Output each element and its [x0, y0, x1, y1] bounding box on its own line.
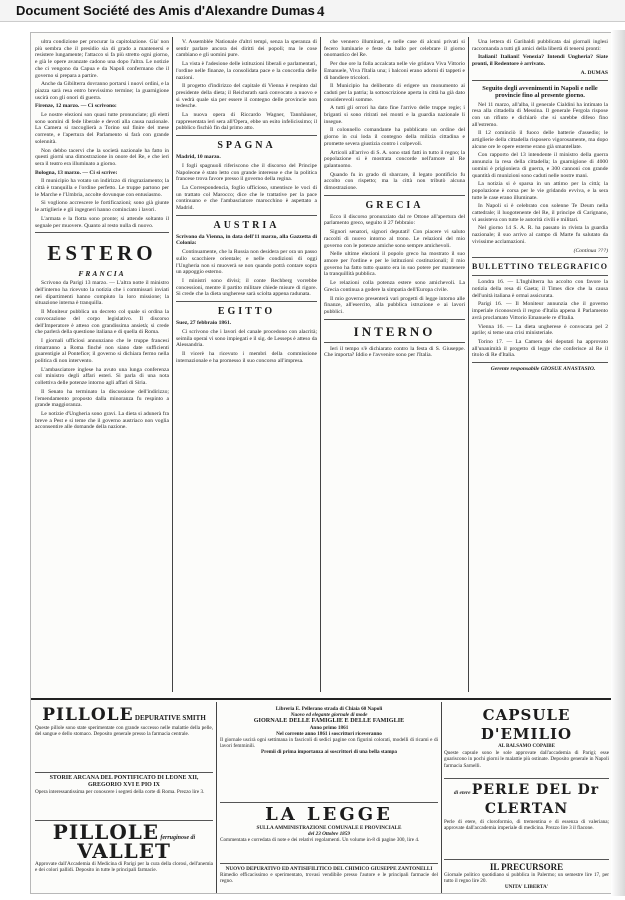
- column-2: [176, 39, 317, 694]
- article-paragraph: Il Senato ha terminato la discussione dell'indirizzo; l'emendamento proposto dalla minoranza fu respinto a grande maggioranza.: [35, 388, 169, 409]
- ad-line: Premii di prima importanza ai soscrittori di una bella stampa: [260, 749, 398, 756]
- article-signature: A. DUMAS: [580, 69, 608, 76]
- section-subheading-francia: FRANCIA: [78, 269, 126, 279]
- ad-line: Nel corrente anno 1861 i soscrittori riceveranno: [276, 730, 382, 737]
- telegram-item: Parigi 16. — Il Moniteur annunzia che il governo imperiale riconoscerà il regno d'Italia appena il Parlamento avrà proclamato Vittorio Emanuele re d'Italia.: [472, 301, 608, 321]
- article-paragraph: La vista è l'adesione delle istituzioni liberali e parlamentari, l'ordine nelle finanze, la consolidata pace e la concordia delle nazioni.: [176, 61, 317, 81]
- article-paragraph: Ci scrivono che i lavori del canale procedono con alacrità; seimila operai vi sono impiegati e il sig. de Lesseps è atteso da Alessandria.: [176, 328, 317, 349]
- article-paragraph: La nuova opera di Riccardo Wagner, Tannhäuser, rappresentata ieri sera all'Opera, ebbe un esito infelicissimo; il pubblico fischiò fin dal primo atto.: [176, 112, 317, 132]
- ad-subtitle: ferruginose di: [160, 835, 196, 841]
- ad-pillole-smith: [35, 706, 213, 768]
- ad-text: Rimedio efficacissimo e sperimentato, trovasi vendibile presso l'autore e le principali farmacie del regno.: [220, 872, 438, 885]
- article-paragraph: Scrivono da Parigi 13 marzo. — L'altra notte il ministro dell'interno ha ricevuto la notizia che i commissari inviati nei dipartimenti hanno compiuto la loro missione; la situazione interna è tranquilla.: [35, 280, 169, 307]
- article-paragraph: Il Municipio ha deliberato di erigere un monumento ai caduti per la patria; la sottoscrizione aperta in città ha già dato considerevoli somme.: [324, 83, 465, 103]
- article-paragraph: Il progetto d'indirizzo del capitale di Vienna è respinto dal presidente della dieta; il Reichsrath sarà convocato a nuovo e si vedrà quale sia per essere il contegno delle provincie non tedesche.: [176, 83, 317, 110]
- ad-title: STORIE ARCANA DEL PONTIFICATO DI LEONE XII, GREGORIO XVI E PIO IX: [49, 775, 199, 788]
- ad-text: Queste pillole sono state sperimentate con grande successo nelle malattie della pelle, del sangue e dello stomaco. Deposito generale presso la farmacia centrale.: [35, 725, 213, 738]
- article-paragraph: Le nostre elezioni son quasi tutte pronunciate; gli eletti sono uomini di fede liberale e devoti alla causa nazionale. La Camera si raccoglierà a Torino sul finire del mese corrente, e l'apertura del Parlamento si farà con grande solennità.: [35, 112, 169, 145]
- ad-title: LA LEGGE: [265, 804, 393, 825]
- ad-title: NUOVO DEPURATIVO ED ANTISIFILITICO DEL CHIMICO GIUSEPPE ZANTONELLI: [225, 866, 433, 872]
- ad-text: Perle di etere, di cloroformio, di trementina e di essenza di valeriana; approvate dall'accademia imperiale di medicina. Prezzo lire 3 il flacone.: [444, 819, 609, 832]
- section-heading-spagna: SPAGNA: [217, 140, 276, 152]
- ad-capsule-emilio: [444, 706, 609, 774]
- section-heading-austria: AUSTRIA: [213, 219, 280, 231]
- article-paragraph: Continuamente, che la Russia non desidera per ora un passo sullo scacchiere orientale; e nelle condizioni di oggi l'Ungheria non si muoverà se non quando potrà contare sopra un appoggio esterno.: [176, 249, 317, 276]
- ad-subtitle: AL BALSAMO COPAIBE: [498, 744, 555, 749]
- gerente-signature: Gerente responsabile GIOSUE ANASTASIO.: [490, 366, 596, 373]
- ad-il-precursore: [444, 859, 609, 894]
- article-dateline: Suez, 27 febbraio 1861.: [176, 320, 232, 327]
- telegram-item: Londra 16. — L'Inghilterra ha accolto con favore la notizia della resa di Gaeta; il Times dice che la causa dell'unità italiana è ormai assicurata.: [472, 279, 608, 299]
- ad-pillole-vallet-heading: [35, 820, 213, 863]
- article-paragraph: La notizia si è sparsa in un attimo per la città; la popolazione è corsa per le vie gridando evviva, e la sera tutte le case erano illuminate.: [472, 181, 608, 201]
- ad-title: Libreria E. Pellerano strada di Chiaia 60 Napoli: [275, 706, 383, 712]
- article-paragraph: Il mio governo presenterà vari progetti di legge intorno alle finanze, all'esercito, alla pubblica istruzione e ai lavori pubblici.: [324, 295, 465, 315]
- article-paragraph: I fogli spagnuoli riferiscono che il discorso del Principe Napoleone è stato letto con grande interesse e che la politica francese trova favore presso il governo della regina.: [176, 162, 317, 183]
- ad-line: Nuovo ed elegante giornale di mode: [290, 712, 368, 719]
- ad-text: Approvate dall'Accademia di Medicina di Parigi per la cura della clorosi, dell'anemia e dei colori pallidi. Deposito in tutte le principali farmacie.: [35, 861, 213, 874]
- article-paragraph: Anche da Gibilterra dovranno portarsi i nuovi ordini, e la piazza sarà resa entro brevissimo termine; la guarnigione uscirà con gli onori di guerra.: [35, 81, 169, 101]
- article-paragraph: Per due ore la folla accalcata nelle vie gridava Viva Vittorio Emanuele, Viva l'Italia una; i balconi erano adorni di tappeti e di bandiere tricolori.: [324, 61, 465, 81]
- document-title: Document Société des Amis d'Alexandre Dumas: [16, 3, 315, 18]
- ad-title: PILLOLE: [42, 706, 134, 725]
- section-heading-estero: ESTERO: [47, 241, 157, 266]
- section-rule: [324, 342, 465, 343]
- section-rule: [176, 301, 317, 302]
- section-rule: [176, 215, 317, 216]
- column-3: [324, 39, 465, 694]
- ad-text: Opera interessantissima per conoscere i segreti della corte di Roma. Prezzo lire 3.: [35, 789, 205, 795]
- column-4: [472, 39, 608, 694]
- document-header-bar: [0, 0, 625, 22]
- article-paragraph: Articoli all'arrivo di S. A. sono stati fatti in tutto il regno; la popolazione si è mostrata concorde nell'amore al Re galantuomo.: [324, 149, 465, 169]
- section-rule: [176, 135, 317, 136]
- section-heading-napoli: Seguito degli avvenimenti in Napoli e nelle provincie fino al presente giorno.: [482, 84, 598, 100]
- advertisement-section: [31, 698, 612, 894]
- article-paragraph: che vennero illuminati, e nelle case di alcuni privati si fecero luminarie e feste da ballo per celebrare il giorno onomastico del Re.: [324, 39, 465, 59]
- ad-line: Anno primo 1861: [309, 724, 349, 731]
- section-heading-egitto: EGITTO: [217, 306, 276, 318]
- ad-pillole-vallet: [35, 820, 213, 894]
- column-1: [35, 39, 169, 694]
- article-paragraph: Il 12 cominciò il fuoco delle batterie d'assedio; le artiglierie della cittadella risposero vigorosamente, ma dopo alcune ore le opere esterne erano già smantellate.: [472, 130, 608, 150]
- article-paragraph: Una lettera di Garibaldi pubblicata dai giornali inglesi raccomanda a tutti gli amici della libertà di tenersi pronti:: [472, 39, 608, 52]
- article-paragraph: In Napoli si è celebrato con solenne Te Deum nella cattedrale; il luogotenente del Re, il principe di Carignano, vi assisteva con tutte le autorità civili e militari.: [472, 203, 608, 223]
- ad-giornale-famiglie: [220, 706, 438, 798]
- article-paragraph: Le notizie d'Ungheria sono gravi. La dieta si adunerà fra breve a Pest e si teme che il governo austriaco non voglia acconsentire alle domande della nazione.: [35, 410, 169, 431]
- ad-text: Queste capsule sono le sole approvate dall'accademia di Parigi; esse guariscono in pochi giorni le malattie più ostinate. Deposito generale in Napoli farmacia Sarnelli.: [444, 750, 609, 769]
- article-paragraph: Nel giorno 14 S. A. R. ha passato in rivista la guardia nazionale; il suo arrivo al campo di Marte fu salutato da vivissime acclamazioni.: [472, 225, 608, 245]
- article-paragraph: I giornali ufficiosi annunziano che le truppe francesi rimarranno a Roma finché non siano date sufficienti guarentigie al Pontefice; il governo si dichiara fermo nella politica di non intervento.: [35, 337, 169, 365]
- ad-line: GIORNALE DELLE FAMIGLIE E DELLE FAMIGLIE: [253, 717, 405, 725]
- section-rule: [472, 275, 608, 276]
- article-dateline: Bologna, 13 marzo. — Ci si scrive:: [35, 169, 118, 176]
- article-paragraph: I ministri sono divisi; il conte Rechberg vorrebbe concessioni, mentre il partito militare chiede misure di rigore. Si crede che la dieta ungherese sarà sciolta appena radunata.: [176, 277, 317, 298]
- article-paragraph: L'armata e la flotta sono pronte; si attende soltanto il segnale per muovere. Quanto al resto nulla di nuovo.: [35, 215, 169, 229]
- ad-text: Giornale politico quotidiano si pubblica in Palermo; un semestre lire 17, per tutto il regno lire 20.: [444, 872, 609, 885]
- section-rule: [35, 232, 169, 233]
- continuation-note: (Continua ???): [573, 247, 608, 254]
- article-paragraph: ultra condizione per procurar la capitolazione. Gia' non più sembra che il presidio sia di grado a mantenersi e resistere lungamente; l'attacco si fa più stretto ogni giorno, e già le opere avanzate cadono una dopo l'altra. Le notizie che ci vengono da Capua e da Napoli confermano che il governo si prepara a partire.: [35, 39, 169, 79]
- ad-footer: UNITA' LIBERTA': [504, 884, 549, 891]
- ad-subtitle: SULLA AMMINISTRAZIONE COMUNALE E PROVINCIALE: [256, 825, 402, 831]
- section-heading-interno: INTERNO: [353, 323, 436, 339]
- ad-title: PERLE DEL Dr CLERTAN: [471, 782, 600, 817]
- section-rule: [324, 195, 465, 196]
- ad-capsule-heading: [444, 706, 609, 744]
- column-divider: [320, 37, 321, 692]
- article-paragraph: Italiani! Italiani! Venezia? Intendi Ungheria? Siate pronti, il Redentore è arrivato.: [472, 54, 608, 68]
- ad-text: Il giornale uscirà ogni settimana in fascicoli di sedici pagine con figurini colorati, modelli di ricami e di lavori femminili.: [220, 737, 438, 750]
- article-paragraph: L'ambasciatore inglese ha avuto una lunga conferenza col ministro degli affari esteri. Si parla di una nota collettiva delle potenze intorno agli affari di Siria.: [35, 366, 169, 387]
- article-dateline: Madrid, 10 marzo.: [176, 154, 221, 161]
- article-paragraph: Signori senatori, signori deputati! Con piacere vi saluto raccolti di nuovo intorno al trono. Le relazioni del mio governo con le potenze amiche sono sempre amichevoli.: [324, 229, 465, 249]
- section-heading-grecia: GRECIA: [365, 199, 424, 211]
- article-paragraph: Con rapporto del 13 intendente il ministro della guerra annunzia la resa della cittadella; la guarnigione di 4000 uomini è prigioniera di guerra, e 300 cannoni con grande quantità di munizioni sono caduti nelle nostre mani.: [472, 152, 608, 179]
- article-paragraph: Quando fu in grado di sbarcare, il legato pontificio fu accolto con rispetto; ma la città non tributò alcuna dimostrazione.: [324, 171, 465, 192]
- ad-text: Commentata e corredata di note e dei relativi regolamenti. Un volume in-8 di pagine 300, lire 4.: [220, 837, 420, 844]
- section-heading-bullettino: BULLETTINO TELEGRAFICO: [472, 262, 608, 272]
- article-paragraph: Non debbo tacervi che la società nazionale ha fatto in questi giorni una dimostrazione in onore del Re, e che ieri sera il teatro era illuminato a giorno.: [35, 147, 169, 167]
- section-rule: [472, 257, 608, 258]
- article-paragraph: A tutti gli orrori ha dato fine l'arrivo delle truppe regie; i briganti si sono ritirati nei monti e la guardia nazionale li insegue.: [324, 105, 465, 125]
- ad-pillole-smith-heading: [35, 706, 213, 725]
- ad-divider: [441, 702, 442, 894]
- scan-edge-shadow: [611, 30, 625, 896]
- ad-divider: [216, 702, 217, 894]
- column-divider: [172, 37, 173, 692]
- article-paragraph: Ieri il tempo s'è dichiarato contro la festa di S. Giuseppe. Che importa? Iddio e l'avvenire sono per l'Italia.: [324, 345, 465, 359]
- ad-perle-clertan: [444, 778, 609, 856]
- article-paragraph: Le relazioni colla potenza estere sono amichevoli. La Grecia continua a godere la simpatia dell'Europa civile.: [324, 280, 465, 293]
- telegram-item: Vienna 16. — La dieta ungherese è convocata pel 2 aprile; si teme una crisi ministeriale.: [472, 323, 608, 337]
- article-paragraph: Si vogliono accrescere le fortificazioni; sono già giunte le artiglierie e gli ingegneri hanno cominciato i lavori.: [35, 200, 169, 214]
- ad-perle-heading: [444, 781, 609, 819]
- ad-title: PILLOLE: [52, 820, 160, 844]
- ad-title: IL PRECURSORE: [489, 862, 564, 872]
- ad-title: CAPSULE D'EMILIO: [480, 706, 573, 743]
- article-paragraph: Il vicerè ha ricevuto i membri della commissione internazionale e ha promesso il suo concorso all'impresa.: [176, 350, 317, 364]
- ad-storie-arcana: [35, 772, 213, 816]
- article-paragraph: Ecco il discorso pronunziato dal re Ottone all'apertura del parlamento greco, seguito il 27 febbraio:: [324, 213, 465, 227]
- ad-zantonelli: [220, 863, 438, 894]
- article-paragraph: Nel 11 marzo, all'alba, il generale Cialdini ha intimato la resa alla cittadella di Messina. Il generale Fergola rispose con un rifiuto e dichiarò che si sarebbe difeso fino all'estremo.: [472, 101, 608, 128]
- page-number: 4: [317, 4, 325, 20]
- article-paragraph: Il Moniteur pubblica un decreto col quale si ordina la convocazione del corpo legislativo. Il discorso dell'Imperatore è atteso con grandissima ansietà; si crede che parlerà della questione italiana e di quella di Roma.: [35, 309, 169, 336]
- column-divider: [468, 37, 469, 692]
- article-paragraph: Il municipio ha votato un indirizzo di ringraziamento; la città è tranquilla e l'ordine perfetto. Le truppe partono per le Marche e l'Umbria, accolte dovunque con entusiasmo.: [35, 178, 169, 198]
- ad-subtitle: DEPURATIVE SMITH: [134, 714, 206, 722]
- ad-prefix: di etere: [453, 790, 471, 796]
- article-paragraph: V. Assemblée Nationale d'altri tempi, senza la speranza di sentir parlare ancora dei diritti dei popoli; ma le cose cambiano e gli uomini pure.: [176, 39, 317, 59]
- ad-subtitle: del 23 Ottobre 1859: [308, 831, 350, 838]
- article-dateline: Firenze, 12 marzo. — Ci scrivono:: [35, 103, 117, 110]
- telegram-item: Torino 17. — La Camera dei deputati ha approvato all'unanimità il progetto di legge che conferisce al Re il titolo di Re d'Italia.: [472, 338, 608, 359]
- section-rule: [472, 362, 608, 363]
- section-rule: [324, 319, 465, 320]
- article-paragraph: La Correspondencia, foglio ufficioso, smentisce le voci di un trattato col Marocco; dice che le trattative per la pace continuano e che l'ambasciatore marocchino è aspettato a Madrid.: [176, 184, 317, 212]
- ad-la-legge: [220, 802, 438, 860]
- article-paragraph: Il colonnello comandante ha pubblicato un ordine del giorno in cui loda il contegno della milizia cittadina e promette severa giustizia contro i colpevoli.: [324, 127, 465, 147]
- ad-brand: VALLET: [77, 839, 171, 863]
- article-paragraph: Nelle ultime elezioni il popolo greco ha mostrato il suo amore per l'ordine e per le istituzioni costituzionali; il mio governo ha fatto tutto quanto era in suo potere per mantenere la tranquillità pubblica.: [324, 251, 465, 278]
- section-rule: [472, 80, 608, 81]
- newspaper-page: [30, 32, 612, 894]
- article-dateline: Scrivono da Vienna, in data dell'11 marzo, alla Gazzetta di Colonia:: [176, 233, 317, 247]
